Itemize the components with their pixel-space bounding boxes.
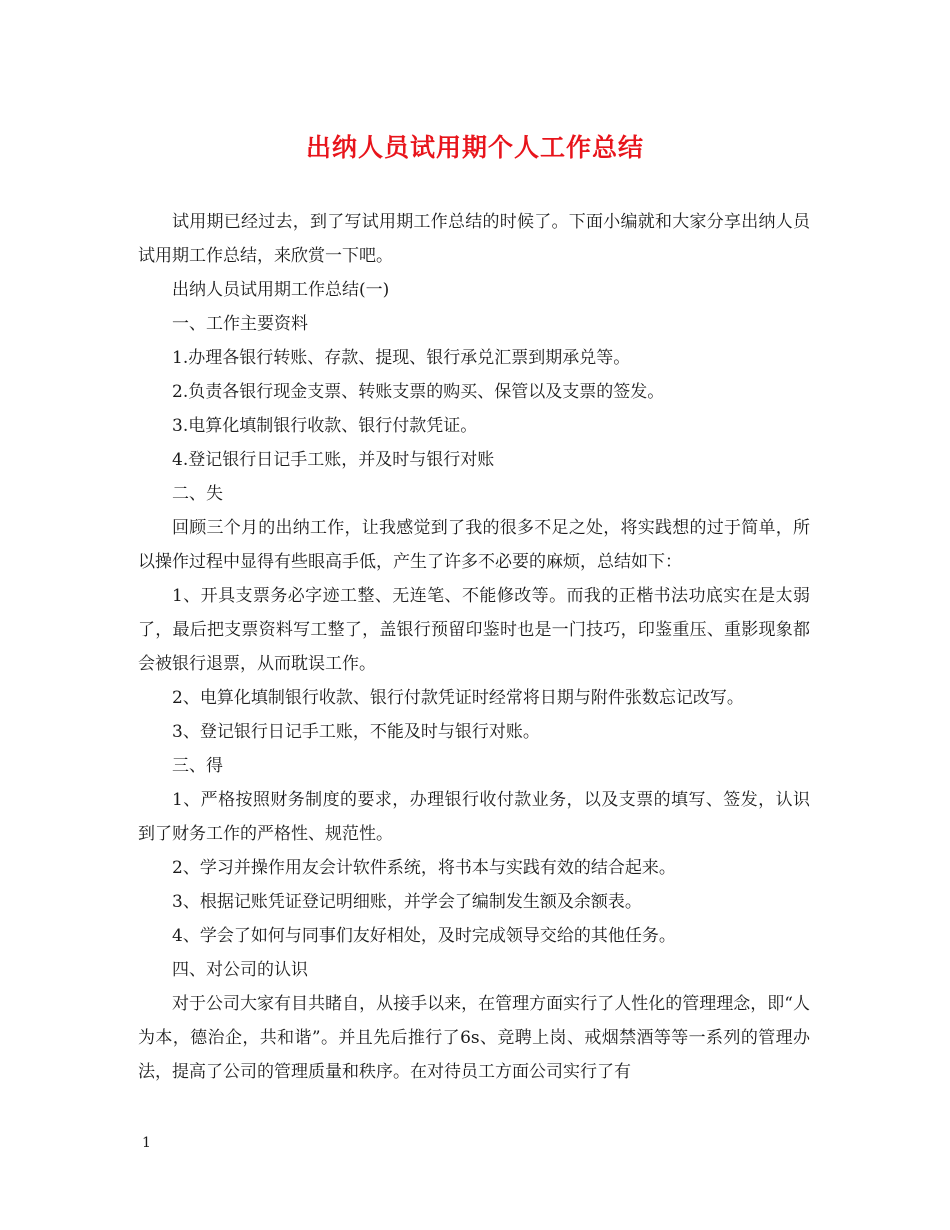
paragraph-item: 2、电算化填制银行收款、银行付款凭证时经常将日期与附件张数忘记改写。	[172, 688, 744, 708]
paragraph-heading-gain: 三、得	[172, 756, 223, 776]
paragraph-item: 1、严格按照财务制度的要求，办理银行收付款业务，以及支票的填写、签发，认识到了财务工作的严格性、规范性。	[138, 790, 810, 844]
paragraph-item: 4.登记银行日记手工账，并及时与银行对账	[172, 450, 495, 470]
paragraph-intro: 试用期已经过去，到了写试用期工作总结的时候了。下面小编就和大家分享出纳人员试用期工作总结，来欣赏一下吧。	[138, 212, 810, 266]
paragraph-item: 2.负责各银行现金支票、转账支票的购买、保管以及支票的签发。	[172, 382, 665, 402]
paragraph-item: 1.办理各银行转账、存款、提现、银行承兑汇票到期承兑等。	[172, 348, 631, 368]
paragraph-heading-work-content: 一、工作主要资料	[172, 314, 308, 334]
document-title: 出纳人员试用期个人工作总结	[305, 133, 644, 162]
paragraph-item: 3.电算化填制银行收款、银行付款凭证。	[172, 416, 478, 436]
paragraph-item: 3、登记银行日记手工账，不能及时与银行对账。	[172, 722, 540, 742]
paragraph-item: 3、根据记账凭证登记明细账，并学会了编制发生额及余额表。	[172, 892, 642, 912]
paragraph-section-heading: 出纳人员试用期工作总结(一)	[172, 280, 390, 300]
paragraph-text: 对于公司大家有目共睹自，从接手以来，在管理方面实行了人性化的管理理念，即“人为本，德治企，共和谐”。并且先后推行了6s、竞聘上岗、戒烟禁酒等等一系列的管理办法，提高了公司的管理质量和秩序。在对待员工方面公司实行了有	[138, 994, 810, 1082]
paragraph-heading-loss: 二、失	[172, 484, 223, 504]
paragraph-item: 4、学会了如何与同事们友好相处，及时完成领导交给的其他任务。	[172, 926, 676, 946]
paragraph-text: 回顾三个月的出纳工作，让我感觉到了我的很多不足之处，将实践想的过于简单，所以操作过程中显得有些眼高手低，产生了许多不必要的麻烦，总结如下：	[138, 518, 810, 572]
page-number: 1	[142, 1135, 151, 1151]
document-body	[138, 205, 810, 1089]
paragraph-item: 1、开具支票务必字迹工整、无连笔、不能修改等。而我的正楷书法功底实在是太弱了，最后把支票资料写工整了，盖银行预留印鉴时也是一门技巧，印鉴重压、重影现象都会被银行退票，从而耽误工作。	[138, 586, 810, 674]
paragraph-heading-company: 四、对公司的认识	[172, 960, 308, 980]
paragraph-item: 2、学习并操作用友会计软件系统，将书本与实践有效的结合起来。	[172, 858, 676, 878]
